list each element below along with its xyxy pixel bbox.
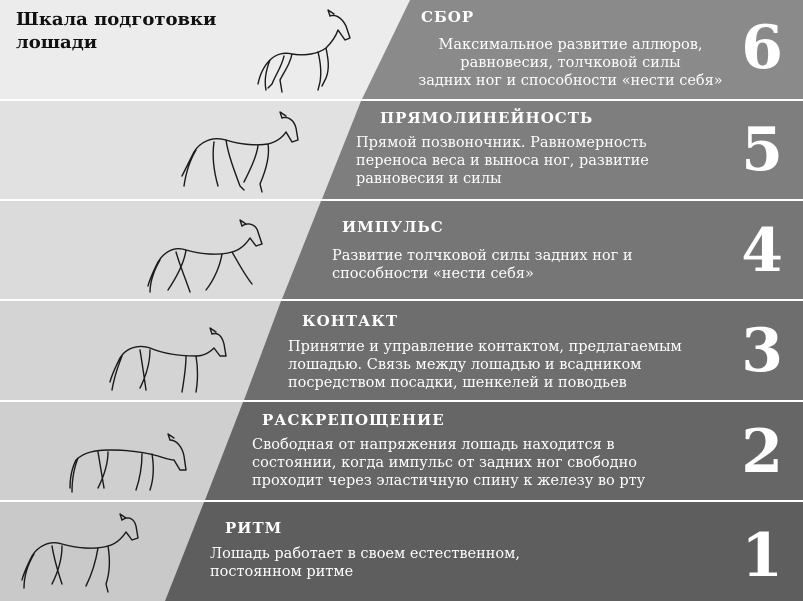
- step-6-text: Максимальное развитие аллюров, равновесия, толчковой силы задних ног и способности «нести себя»: [418, 37, 723, 89]
- step-4-heading: ИМПУЛЬС: [342, 218, 444, 236]
- step-6-number: 6: [741, 13, 783, 83]
- step-2-text: Свободная от напряжения лошадь находится в состоянии, когда импульс от задних ног свободно проходит через эластичную спину к железу во рту: [252, 437, 646, 489]
- step-2: [0, 402, 803, 502]
- step-6-heading: СБОР: [421, 8, 475, 26]
- step-3-heading: КОНТАКТ: [302, 312, 399, 330]
- step-6: [0, 0, 803, 100]
- step-5-heading: ПРЯМОЛИНЕЙНОСТЬ: [380, 109, 594, 127]
- step-2-number: 2: [741, 417, 783, 487]
- step-3-text: Принятие и управление контактом, предлагаемым лошадью. Связь между лошадью и всадником посредством посадки, шенкелей и поводьев: [288, 339, 682, 391]
- step-4: [0, 201, 803, 301]
- step-4-text: Развитие толчковой силы задних ног и способности «нести себя»: [332, 248, 633, 282]
- step-3: [0, 301, 803, 401]
- step-5: [0, 101, 803, 201]
- step-5-text: Прямой позвоночник. Равномерность переноса веса и выноса ног, развитие равновесия и силы: [356, 135, 649, 187]
- step-1-heading: РИТМ: [225, 519, 283, 537]
- step-1: [0, 502, 803, 601]
- step-1-number: 1: [741, 521, 783, 591]
- step-1-text: Лошадь работает в своем естественном, постоянном ритме: [210, 546, 521, 580]
- step-5-number: 5: [741, 115, 783, 185]
- step-3-number: 3: [741, 316, 783, 386]
- step-4-number: 4: [741, 216, 783, 286]
- step-2-heading: РАСКРЕПОЩЕНИЕ: [262, 411, 445, 429]
- diagram-title: Шкала подготовки лошади: [16, 9, 217, 53]
